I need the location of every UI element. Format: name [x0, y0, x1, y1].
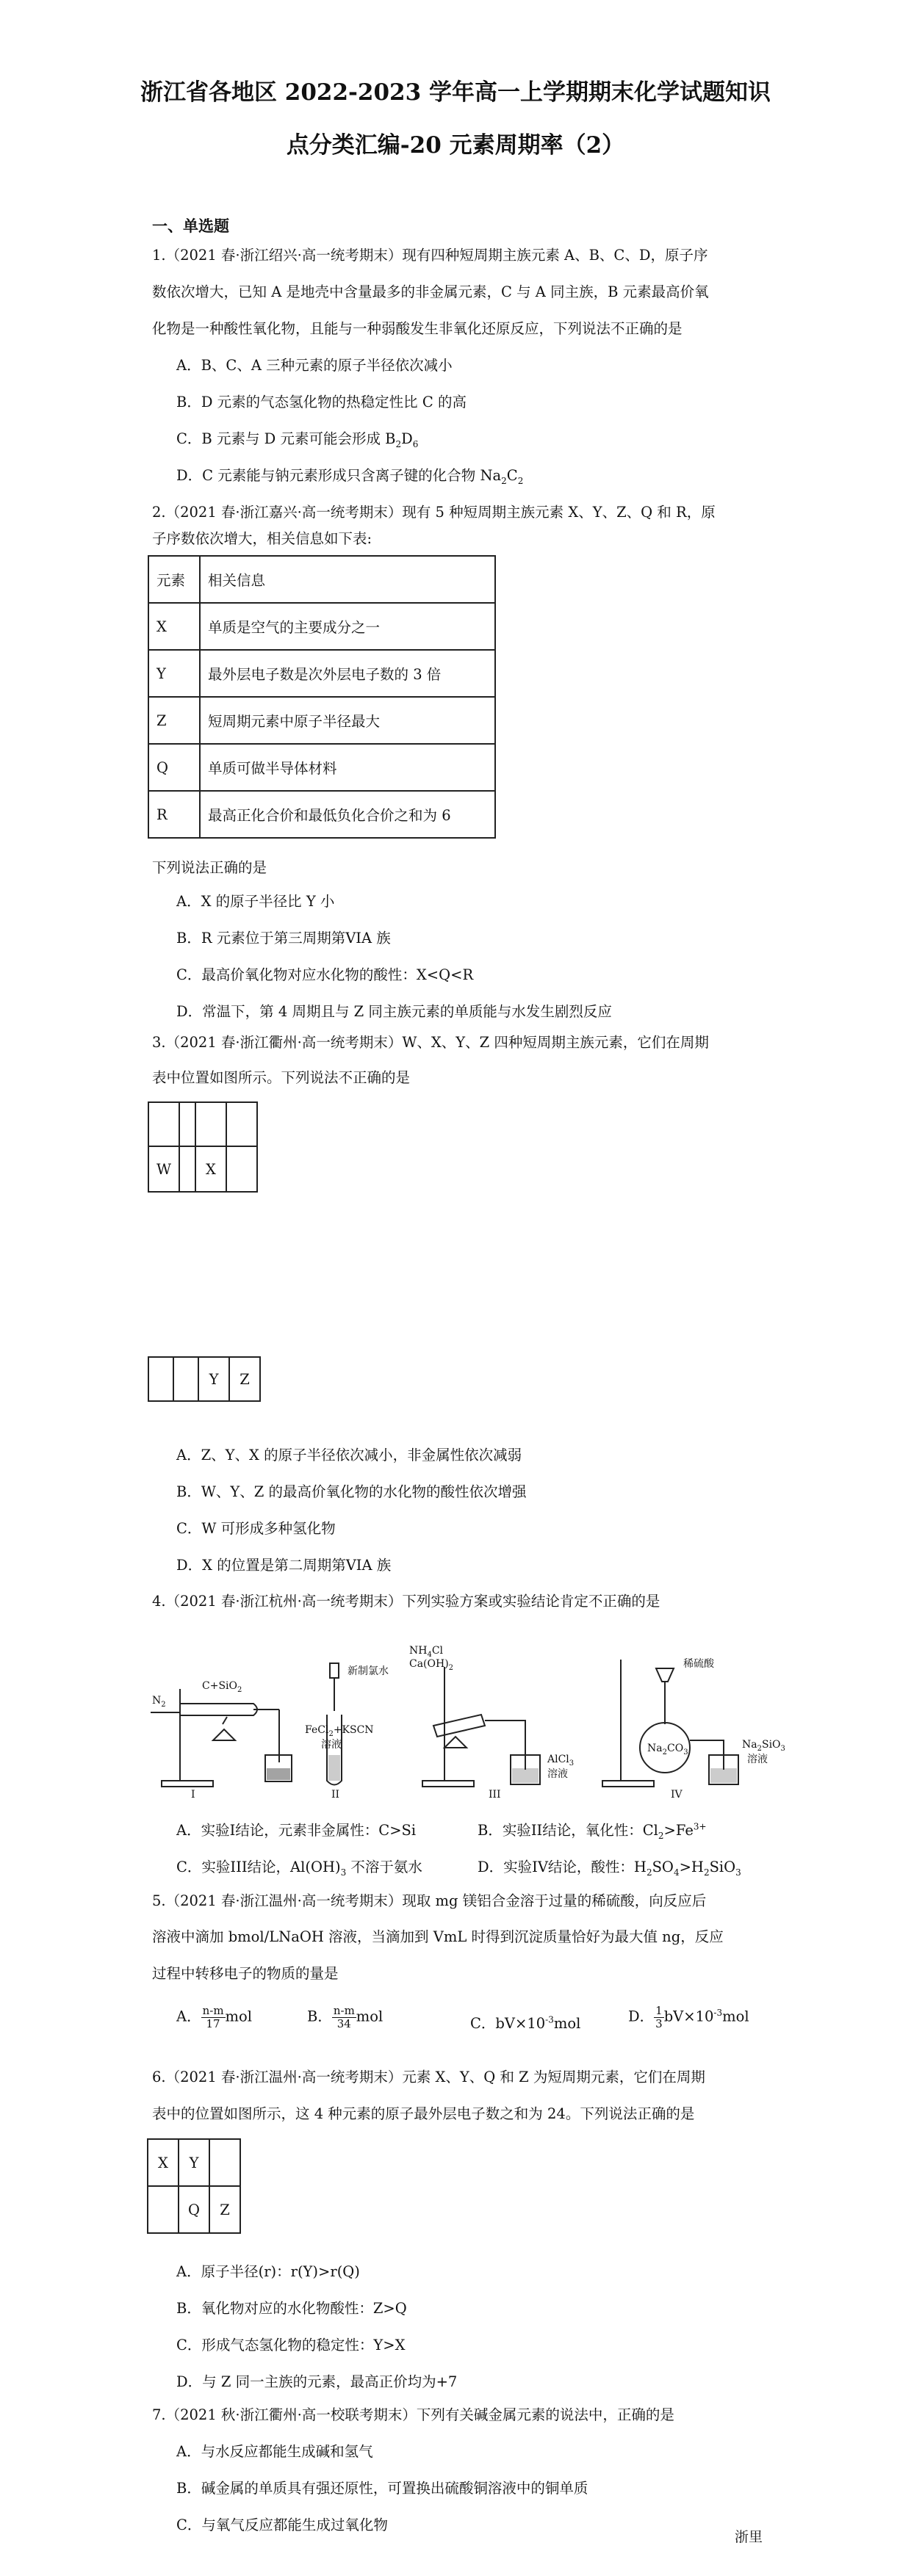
figure-label-i: I: [191, 1789, 195, 1799]
combustion-tube: [180, 1704, 257, 1715]
q7-option-c: C．与氧气反应都能生成过氧化物: [176, 2517, 388, 2533]
label-na2co3: $Na_2CO_3$: [647, 1743, 688, 1756]
label-solution: 溶液: [321, 1739, 342, 1751]
q7-line: 7.（2021 秋·浙江衢州·高一校联考期末）下列有关碱金属元素的说法中，正确的是: [152, 2406, 674, 2423]
doc-title-line1: 浙江省各地区 2022-2023 学年高一上学期期末化学试题知识: [140, 79, 771, 106]
q6-line: 表中的位置如图所示，这 4 种元素的原子最外层电子数之和为 24。下列说法正确的是: [152, 2105, 695, 2122]
label-dilute-sulfuric-acid: 稀硫酸: [683, 1658, 714, 1670]
table-row: Q 单质可做半导体材料: [148, 744, 495, 791]
q3-line: 表中位置如图所示。下列说法不正确的是: [152, 1069, 411, 1086]
table-row: R 最高正化合价和最低负化合价之和为 6: [148, 791, 495, 838]
q1-line: 数依次增大，已知 A 是地壳中含量最多的非金属元素，C 与 A 同主族，B 元素最高价氧: [152, 283, 709, 300]
q3-option-c: C．W 可形成多种氢化物: [176, 1520, 336, 1537]
q4-option-c: C．实验III结论，$Al(OH)_3$ 不溶于氨水: [176, 1859, 422, 1878]
experiment-apparatus-figure: [151, 1645, 797, 1799]
q4-line: 4.（2021 春·浙江杭州·高一统考期末）下列实验方案或实验结论肯定不正确的是: [152, 1593, 660, 1610]
q2-option-a: A．X 的原子半径比 Y 小: [176, 893, 335, 910]
alcohol-lamp: [213, 1729, 235, 1740]
label-caoh2: $Ca(OH)_2$: [409, 1658, 454, 1672]
figure-label-ii: II: [331, 1789, 340, 1799]
table-row: X 单质是空气的主要成分之一: [148, 603, 495, 650]
dropping-funnel: [656, 1668, 674, 1682]
q5-option-b: B． $\frac{n-m}{34}$ mol: [307, 2004, 384, 2030]
q6-option-c: C．形成气态氢化物的稳定性：Y>X: [176, 2337, 406, 2354]
table-row: Y 最外层电子数是次外层电子数的 3 倍: [148, 650, 495, 697]
table-row: Z 短周期元素中原子半径最大: [148, 697, 495, 744]
q1-line: 1.（2021 春·浙江绍兴·高一统考期末）现有四种短周期主族元素 A、B、C、D，原子序: [152, 247, 708, 264]
dropper-bulb: [330, 1663, 339, 1678]
periodic-grid-bottom: Y Z: [148, 1356, 261, 1402]
q3-option-b: B．W、Y、Z 的最高价氧化物的水化物的酸性依次增强: [176, 1483, 527, 1500]
label-solution: 溶液: [547, 1768, 568, 1780]
q3-line: 3.（2021 春·浙江衢州·高一统考期末）W、X、Y、Z 四种短周期主族元素，它们在周期: [152, 1034, 709, 1051]
q5-line: 5.（2021 春·浙江温州·高一统考期末）现取 mg 镁铝合金溶于过量的稀硫酸，向反应后: [152, 1892, 707, 1909]
q6-option-a: A．原子半径(r)：r(Y)>r(Q): [176, 2263, 360, 2280]
element-info-table: [148, 555, 496, 839]
q2-line: 2.（2021 春·浙江嘉兴·高一统考期末）现有 5 种短周期主族元素 X、Y、Z、Q 和 R，原: [152, 504, 716, 521]
q6-option-d: D．与 Z 同一主族的元素，最高正价均为+7: [176, 2373, 458, 2390]
figure-label-iv: IV: [671, 1789, 683, 1799]
q1-line: 化物是一种酸性氧化物，且能与一种弱酸发生非氧化还原反应，下列说法不正确的是: [152, 320, 683, 337]
q5-line: 溶液中滴加 bmol/LNaOH 溶液，当滴加到 VmL 时得到沉淀质量恰好为最大值 ng，反应: [152, 1928, 724, 1945]
label-nh4cl: $NH_4Cl$: [409, 1645, 444, 1659]
q3-option-d: D．X 的位置是第二周期第VIA 族: [176, 1557, 392, 1574]
q2-line: 子序数依次增大，相关信息如下表:: [152, 530, 372, 547]
q5-line: 过程中转移电子的物质的量是: [152, 1965, 339, 1982]
q7-option-b: B．碱金属的单质具有强还原性，可置换出硫酸铜溶液中的铜单质: [176, 2480, 588, 2497]
page-footer: 浙里: [735, 2529, 763, 2545]
figure-label-iii: III: [489, 1789, 501, 1799]
q4-option-b: B．实验II结论，氧化性：$Cl_2>Fe^{3+}$: [478, 1821, 707, 1841]
label-n2: $N_2$: [152, 1695, 166, 1709]
label-na2sio3: $Na_2SiO_3$: [742, 1739, 785, 1753]
table-header-row: 元素 相关信息: [148, 556, 495, 603]
q4-option-d: D．实验IV结论，酸性：$H_2SO_4>H_2SiO_3$: [478, 1859, 741, 1878]
section-heading: 一、单选题: [152, 217, 229, 235]
q5-option-d: D． $\frac{1}{3}$ $bV\times 10^{-3}mol$: [628, 2004, 749, 2030]
label-chlorine-water: 新制氯水: [348, 1665, 389, 1677]
q2-option-b: B．R 元素位于第三周期第VIA 族: [176, 930, 391, 947]
periodic-grid-q6: X Y Q Z: [147, 2138, 241, 2234]
q2-option-c: C．最高价氧化物对应水化物的酸性：X<Q<R: [176, 966, 474, 983]
doc-title-line2: 点分类汇编-20 元素周期率（2）: [286, 132, 625, 159]
q1-option-d: D．C 元素能与钠元素形成只含离子键的化合物 $Na_2C_2$: [176, 467, 524, 486]
q1-option-c: C．B 元素与 D 元素可能会形成 $B_2D_6$: [176, 430, 419, 449]
q6-option-b: B．氧化物对应的水化物酸性：Z>Q: [176, 2300, 407, 2317]
q5-option-c: C．$bV\times 10^{-3}mol$: [470, 2014, 581, 2032]
stand-base: [162, 1781, 213, 1787]
q2-after: 下列说法正确的是: [152, 859, 267, 876]
reaction-tube: [433, 1715, 485, 1737]
label-fecl2-kscn: FeCl$_2$+KSCN: [305, 1724, 374, 1738]
q1-option-b: B．D 元素的气态氢化物的热稳定性比 C 的高: [176, 394, 467, 410]
label-solution: 溶液: [747, 1754, 768, 1765]
q6-line: 6.（2021 春·浙江温州·高一统考期末）元素 X、Y、Q 和 Z 为短周期元素，它们在周期: [152, 2069, 705, 2085]
label-alcl3: AlCl$_3$: [547, 1754, 575, 1768]
q2-option-d: D．常温下，第 4 周期且与 Z 同主族元素的单质能与水发生剧烈反应: [176, 1003, 612, 1020]
q4-option-a: A．实验I结论，元素非金属性：C>Si: [176, 1822, 417, 1839]
label-c-sio2: C+SiO$_2$: [202, 1680, 242, 1694]
q1-option-a: A．B、C、A 三种元素的原子半径依次减小: [176, 357, 453, 374]
q3-option-a: A．Z、Y、X 的原子半径依次减小，非金属性依次减弱: [176, 1447, 522, 1464]
q7-option-a: A．与水反应都能生成碱和氢气: [176, 2443, 373, 2460]
periodic-grid-top: W X: [148, 1101, 258, 1193]
q5-option-a: A． $\frac{n-m}{17}$ mol: [176, 2004, 253, 2030]
